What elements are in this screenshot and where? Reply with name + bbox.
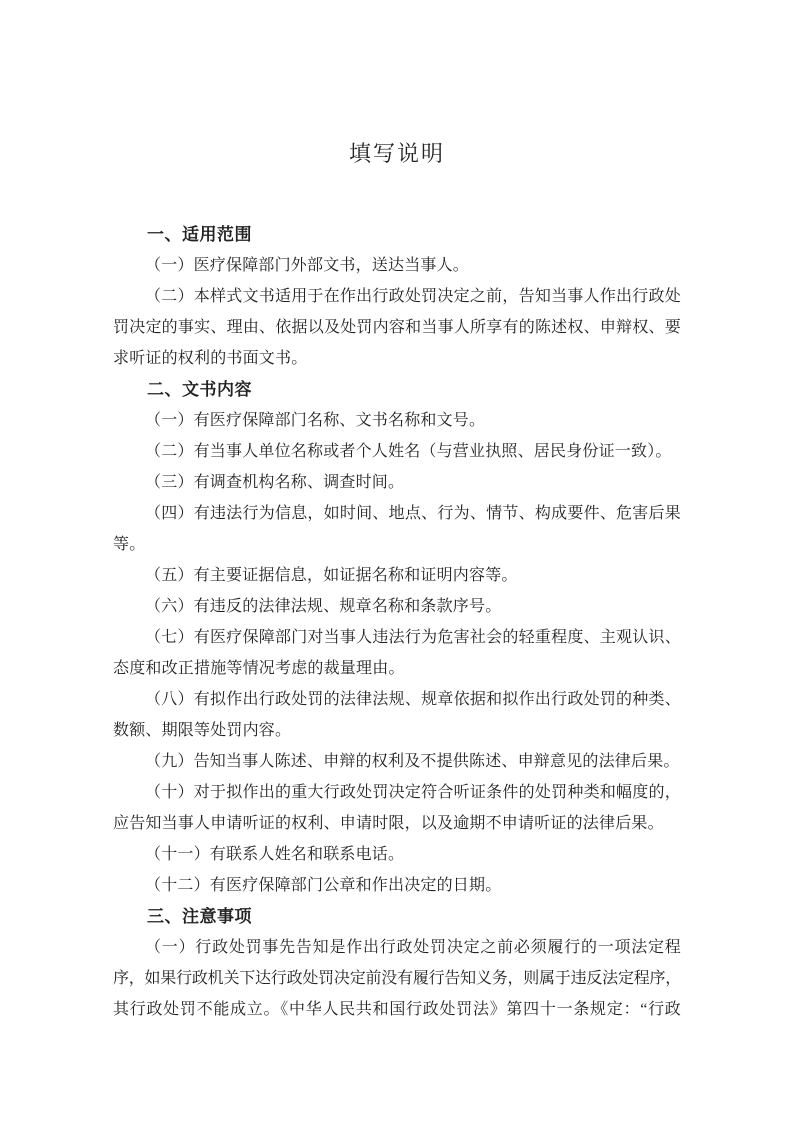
paragraph <box>113 777 681 839</box>
paragraph <box>113 467 681 498</box>
section-heading: 二、文书内容 <box>147 380 252 399</box>
paragraph-line: 其行政处罚不能成立。《中华人民共和国行政处罚法》第四十一条规定：“行政 <box>113 1001 681 1018</box>
paragraph-line: （五）有主要证据信息，如证据名称和证明内容等。 <box>145 567 518 584</box>
section-heading: 一、适用范围 <box>147 225 252 244</box>
paragraph-line: （四）有违法行为信息，如时间、地点、行为、情节、构成要件、危害后果 <box>145 505 681 522</box>
paragraph <box>113 250 681 281</box>
paragraph-line: （二）有当事人单位名称或者个人姓名（与营业执照、居民身份证一致）。 <box>145 443 672 460</box>
paragraph <box>113 498 681 560</box>
paragraph-line: 序，如果行政机关下达行政处罚决定前没有履行告知义务，则属于违反法定程序， <box>113 970 681 987</box>
paragraph <box>113 746 681 777</box>
paragraph <box>113 839 681 870</box>
paragraph-line: （九）告知当事人陈述、申辩的权利及不提供陈述、申辩意见的法律后果。 <box>145 753 680 770</box>
paragraph-line: 等。 <box>113 536 146 553</box>
paragraph-line: （一）医疗保障部门外部文书，送达当事人。 <box>145 257 470 274</box>
paragraph-line: （一）行政处罚事先告知是作出行政处罚决定之前必须履行的一项法定程 <box>145 939 681 956</box>
paragraph <box>113 281 681 374</box>
paragraph-line: （十）对于拟作出的重大行政处罚决定符合听证条件的处罚种类和幅度的， <box>145 784 681 801</box>
paragraph-line: （三）有调查机构名称、调查时间。 <box>145 474 405 491</box>
paragraph-line: （一）有医疗保障部门名称、文书名称和文号。 <box>145 412 486 429</box>
paragraph-line: 态度和改正措施等情况考虑的裁量理由。 <box>113 660 405 677</box>
sections-container <box>113 219 681 1025</box>
page-title: 填写说明 <box>348 141 445 166</box>
paragraph-line: 罚决定的事实、理由、依据以及处罚内容和当事人所享有的陈述权、申辩权、要 <box>113 319 681 336</box>
paragraph <box>113 405 681 436</box>
paragraph <box>113 870 681 901</box>
document-content <box>113 138 681 1025</box>
paragraph-line: 应告知当事人申请听证的权利、申请时限，以及逾期不申请听证的法律后果。 <box>113 815 664 832</box>
paragraph <box>113 684 681 746</box>
paragraph <box>113 932 681 1025</box>
paragraph <box>113 436 681 467</box>
paragraph <box>113 622 681 684</box>
paragraph-line: （十二）有医疗保障部门公章和作出决定的日期。 <box>145 877 502 894</box>
section-heading: 三、注意事项 <box>147 907 252 926</box>
paragraph <box>113 560 681 591</box>
paragraph <box>113 591 681 622</box>
paragraph-line: 求听证的权利的书面文书。 <box>113 350 308 367</box>
paragraph-line: （十一）有联系人姓名和联系电话。 <box>145 846 405 863</box>
paragraph-line: 数额、期限等处罚内容。 <box>113 722 292 739</box>
paragraph-line: （八）有拟作出行政处罚的法律法规、规章依据和拟作出行政处罚的种类、 <box>145 691 681 708</box>
paragraph-line: （六）有违反的法律法规、规章名称和条款序号。 <box>145 598 502 615</box>
paragraph-line: （七）有医疗保障部门对当事人违法行为危害社会的轻重程度、主观认识、 <box>145 629 681 646</box>
paragraph-line: （二）本样式文书适用于在作出行政处罚决定之前，告知当事人作出行政处 <box>145 288 681 305</box>
